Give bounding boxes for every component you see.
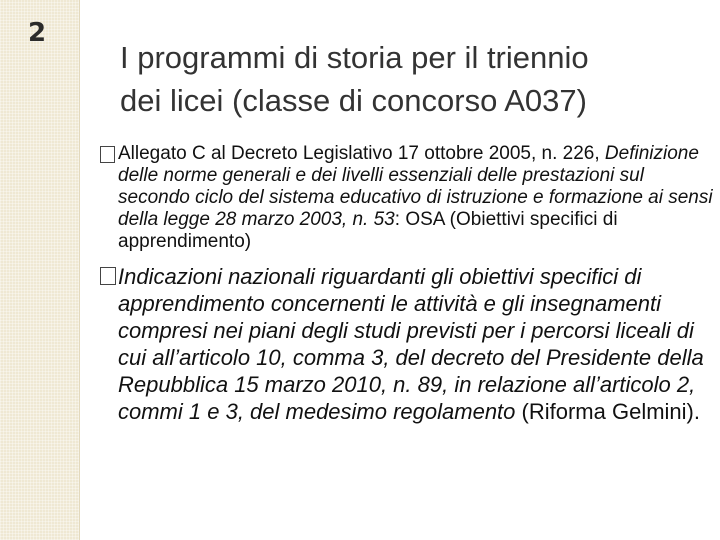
- title-line-1: I programmi di storia per il triennio: [120, 40, 589, 75]
- bullet-text-suffix: (Riforma Gelmini).: [515, 399, 700, 424]
- bullet-text-italic: Indicazioni nazionali riguardanti gli obiettivi specifici di apprendimento concernenti le attività e gli insegnamenti compresi nei piani degli studi previsti per i percorsi liceali di cui all’articolo 10, comma 3, del decreto del Presidente della Repubblica 15 marzo 2010, n. 89, in relazione all’articolo 2, commi 1 e 3, del medesimo regolamento: [118, 264, 704, 424]
- title-line-2: dei licei (classe di concorso A037): [120, 83, 587, 118]
- bullet-item-allegato-c: [100, 143, 720, 253]
- bullet-item-indicazioni-nazionali: [100, 263, 720, 425]
- slide-title: [120, 36, 700, 122]
- bullet-text-italic: Definizione delle norme generali e dei livelli essenziali delle prestazioni sul secondo ciclo del sistema educativo di istruzione e formazione ai sensi della legge 28 marzo 2003, n. 53: [118, 143, 713, 230]
- slide-number: 2: [28, 18, 47, 48]
- bullet-text-prefix: Allegato C al Decreto Legislativo 17 ottobre 2005, n. 226,: [118, 143, 605, 164]
- bullet-text-suffix: : OSA (Obiettivi specifici di apprendimento): [118, 209, 618, 252]
- checkbox-bullet-icon: [100, 146, 115, 163]
- checkbox-bullet-icon: [100, 267, 116, 285]
- sidebar-decoration: [0, 0, 80, 540]
- bullet-list: [100, 143, 720, 425]
